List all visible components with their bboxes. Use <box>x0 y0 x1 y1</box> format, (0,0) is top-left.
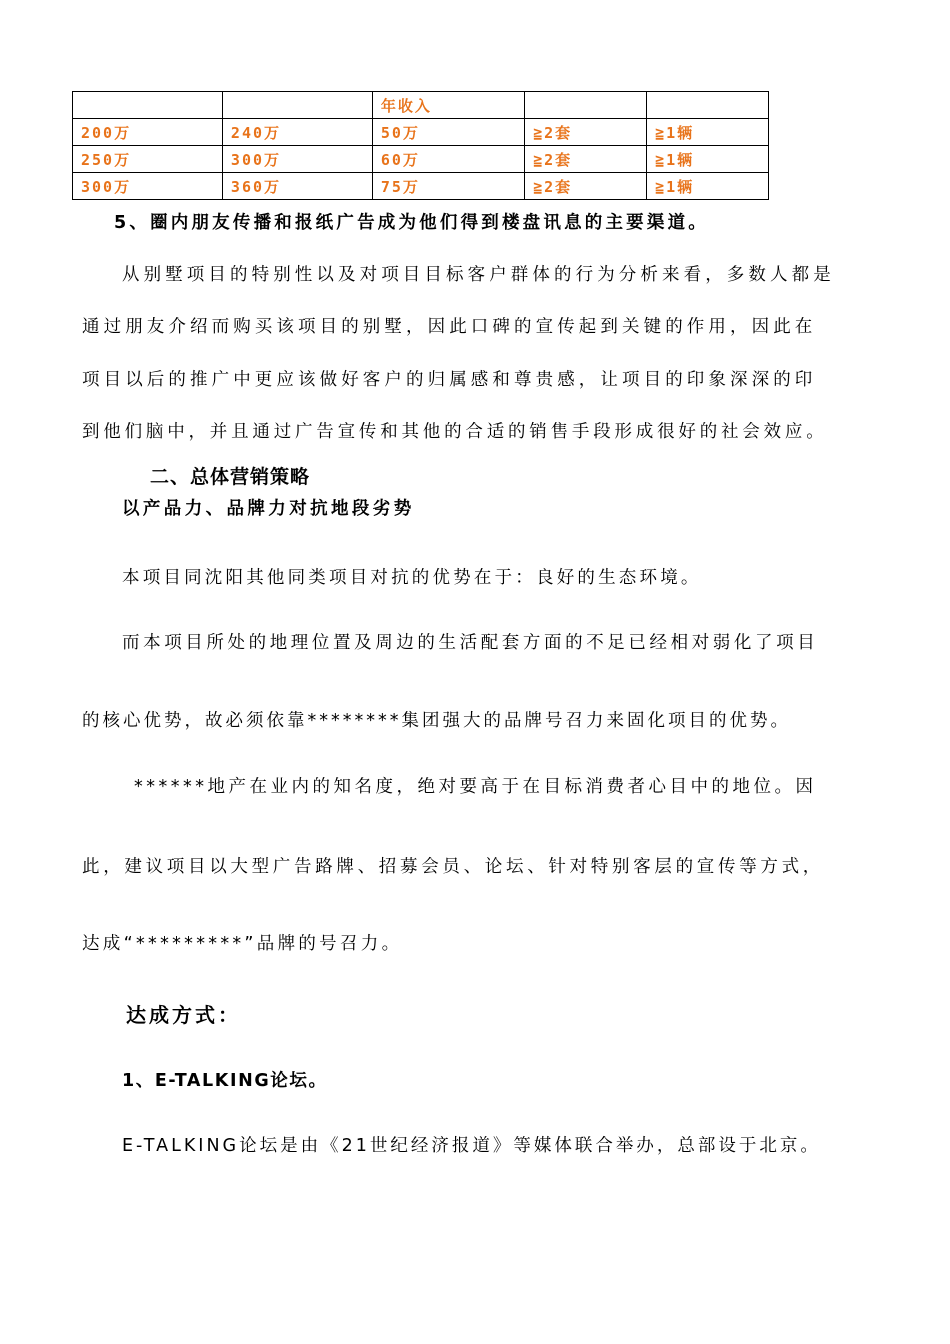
paragraph-4-line-3: 达成“*********”品牌的号召力。 <box>82 934 403 954</box>
table-cell: ≧2套 <box>525 119 647 146</box>
table-cell: 360万 <box>222 173 372 200</box>
table-cell: ≧1辆 <box>647 119 769 146</box>
table-header-row <box>73 92 769 119</box>
table-cell: 年收入 <box>372 92 524 119</box>
table-cell <box>525 92 647 119</box>
income-table <box>72 91 769 200</box>
table-cell: 300万 <box>73 173 223 200</box>
table-cell: ≧2套 <box>525 146 647 173</box>
table-cell: ≧2套 <box>525 173 647 200</box>
table-cell: 50万 <box>372 119 524 146</box>
paragraph-1-line-3: 项目以后的推广中更应该做好客户的归属感和尊贵感，让项目的印象深深的印 <box>82 370 817 390</box>
table-cell: ≧1辆 <box>647 146 769 173</box>
strategy-subtitle: 以产品力、品牌力对抗地段劣势 <box>122 499 415 519</box>
item-1-text: E-TALKING论坛是由《21世纪经济报道》等媒体联合举办，总部设于北京。 <box>122 1136 821 1156</box>
paragraph-3-line-2: 的核心优势，故必须依靠********集团强大的品牌号召力来固化项目的优势。 <box>82 711 791 731</box>
methods-title: 达成方式： <box>126 1003 241 1027</box>
table-cell: 75万 <box>372 173 524 200</box>
table-cell: 250万 <box>73 146 223 173</box>
table-cell: 300万 <box>222 146 372 173</box>
table-cell <box>222 92 372 119</box>
item-1-title: 1、E-TALKING论坛。 <box>122 1071 328 1091</box>
table-cell <box>647 92 769 119</box>
table-row <box>73 146 769 173</box>
table-cell: ≧1辆 <box>647 173 769 200</box>
table-row <box>73 173 769 200</box>
paragraph-2: 本项目同沈阳其他同类项目对抗的优势在于：良好的生态环境。 <box>122 568 702 588</box>
table-cell <box>73 92 223 119</box>
paragraph-1-line-2: 通过朋友介绍而购买该项目的别墅，因此口碑的宣传起到关键的作用，因此在 <box>82 317 817 337</box>
table-cell: 60万 <box>372 146 524 173</box>
table-cell: 240万 <box>222 119 372 146</box>
paragraph-4-line-1: ******地产在业内的知名度，绝对要高于在目标消费者心目中的地位。因 <box>134 777 817 797</box>
table-cell: 200万 <box>73 119 223 146</box>
section-title: 二、总体营销策略 <box>150 466 311 488</box>
paragraph-1-line-1: 从别墅项目的特别性以及对项目目标客户群体的行为分析来看，多数人都是 <box>122 265 835 285</box>
paragraph-1-line-4: 到他们脑中，并且通过广告宣传和其他的合适的销售手段形成很好的社会效应。 <box>82 422 828 442</box>
paragraph-3-line-1: 而本项目所处的地理位置及周边的生活配套方面的不足已经相对弱化了项目 <box>122 633 819 653</box>
point-5-heading: 5、圈内朋友传播和报纸广告成为他们得到楼盘讯息的主要渠道。 <box>114 213 709 233</box>
table-row <box>73 119 769 146</box>
paragraph-4-line-2: 此，建议项目以大型广告路牌、招募会员、论坛、针对特别客层的宣传等方式， <box>82 857 824 877</box>
